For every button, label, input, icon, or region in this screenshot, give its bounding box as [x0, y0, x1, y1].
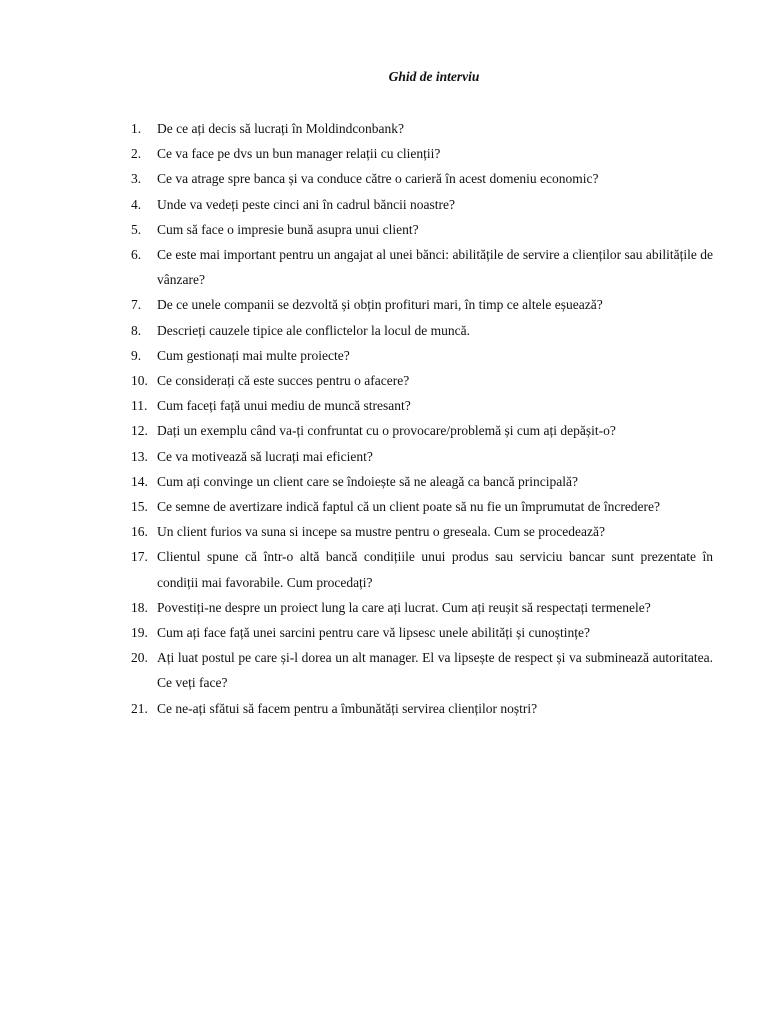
item-number: 13.: [131, 448, 148, 464]
item-text: De ce ați decis să lucrați în Moldindconbank?: [157, 121, 405, 136]
document-title: Ghid de interviu: [388, 69, 480, 84]
item-text: Ce semne de avertizare indică faptul că un client poate să nu fie un împrumutat de încredere?: [157, 499, 661, 515]
list-item: [131, 141, 713, 166]
list-item: [131, 645, 713, 695]
item-number: 1.: [131, 121, 142, 136]
item-number: 8.: [131, 322, 142, 338]
item-text: Ați luat postul pe care și-l dorea un alt manager. El va lipsește de respect și va subminează autoritatea. Ce veți face?: [157, 650, 713, 691]
item-number: 12.: [131, 423, 148, 439]
item-number: 15.: [131, 499, 148, 515]
item-text: Unde va vedeți peste cinci ani în cadrul băncii noastre?: [157, 196, 456, 212]
item-number: 18.: [131, 599, 148, 615]
item-number: 3.: [131, 171, 142, 187]
item-number: 16.: [131, 524, 148, 540]
item-number: 4.: [131, 196, 142, 212]
item-text: Cum faceți față unui mediu de muncă stresant?: [157, 398, 411, 414]
item-number: 10.: [131, 373, 148, 389]
item-text: Cum ați convinge un client care se îndoiește să ne aleagă ca bancă principală?: [157, 473, 578, 489]
item-text: De ce unele companii se dezvoltă și obțin profituri mari, în timp ce altele eșuează?: [157, 297, 603, 313]
item-text: Clientul spune că într-o altă bancă condițiile unui produs sau serviciu bancar sunt prezentate în condiții mai favorabile. Cum procedați?: [157, 549, 713, 590]
item-text: Ce va face pe dvs un bun manager relații cu clienții?: [157, 146, 441, 162]
list-item: [131, 393, 713, 418]
list-item: [131, 544, 713, 594]
item-number: 20.: [131, 650, 148, 666]
item-number: 14.: [131, 473, 148, 489]
list-item: [131, 116, 713, 141]
item-text: Cum să face o impresie bună asupra unui client?: [157, 221, 419, 237]
list-item: [131, 343, 713, 368]
list-item: [131, 469, 713, 494]
item-text: Ce va atrage spre banca și va conduce către o carieră în acest domeniu economic?: [157, 171, 599, 187]
item-text: Ce va motivează să lucrați mai eficient?: [157, 448, 373, 464]
list-item: [131, 696, 713, 721]
list-item: [131, 192, 713, 217]
item-number: 5.: [131, 221, 142, 237]
item-text: Ce considerați că este succes pentru o afacere?: [157, 373, 410, 389]
list-item: [131, 292, 713, 317]
list-item: [131, 166, 713, 191]
item-number: 2.: [131, 146, 142, 162]
list-item: [131, 494, 713, 519]
list-item: [131, 418, 713, 443]
item-text: Ce este mai important pentru un angajat al unei bănci: abilitățile de servire a clienților sau abilitățile de vânzare?: [157, 247, 713, 288]
item-text: Cum gestionați mai multe proiecte?: [157, 347, 350, 363]
list-item: [131, 519, 713, 544]
item-text: Cum ați face față unei sarcini pentru care vă lipsesc unele abilități și cunoștințe?: [157, 625, 590, 641]
list-item: [131, 217, 713, 242]
item-number: 21.: [131, 700, 148, 716]
item-number: 7.: [131, 297, 142, 313]
list-item: [131, 242, 713, 292]
item-number: 19.: [131, 625, 148, 641]
item-number: 11.: [131, 398, 148, 414]
list-item: [131, 368, 713, 393]
item-number: 6.: [131, 247, 142, 263]
list-item: [131, 318, 713, 343]
item-text: Dați un exemplu când va-ți confruntat cu o provocare/problemă și cum ați depășit-o?: [157, 423, 616, 439]
item-text: Un client furios va suna si incepe sa mustre pentru o greseala. Cum se procedează?: [157, 524, 605, 540]
item-number: 9.: [131, 347, 142, 363]
item-text: Ce ne-ați sfătui să facem pentru a îmbunătăți servirea clienților noștri?: [157, 700, 538, 716]
item-text: Povestiți-ne despre un proiect lung la care ați lucrat. Cum ați reușit să respectați termenele?: [157, 599, 651, 615]
list-item: [131, 595, 713, 620]
item-text: Descrieți cauzele tipice ale conflictelor la locul de muncă.: [157, 322, 470, 338]
list-item: [131, 444, 713, 469]
list-item: [131, 620, 713, 645]
item-number: 17.: [131, 549, 148, 565]
questions-list: [131, 116, 713, 721]
